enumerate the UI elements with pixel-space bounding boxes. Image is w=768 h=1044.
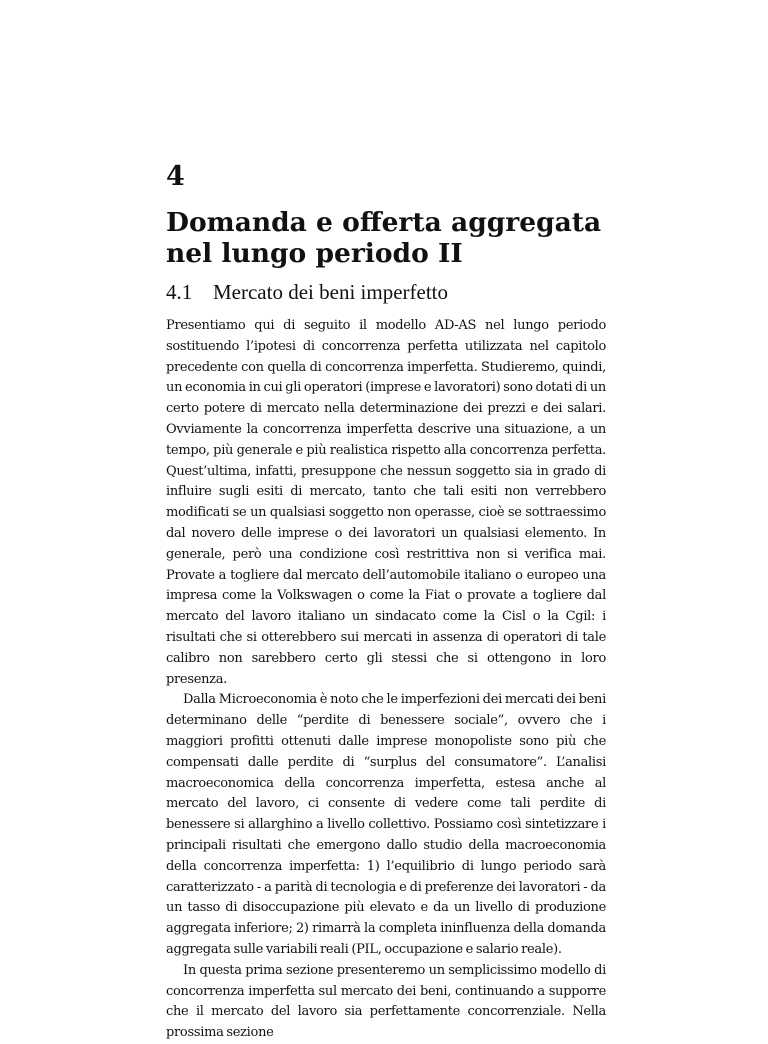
section-number: 4.1: [166, 280, 193, 304]
chapter-title: Domanda e offerta aggregata nel lungo periodo II: [166, 207, 602, 269]
section-heading: [166, 279, 448, 305]
section-title: Mercato dei beni imperfetto: [213, 280, 448, 304]
body-text: [166, 316, 606, 1044]
chapter-number: 4: [166, 161, 185, 192]
paragraph: Presentiamo qui di seguito il modello AD-AS nel lungo periodo sostituendo l’ipotesi di concorrenza perfetta utilizzata nel capitolo precedente con quella di concorrenza imperfetta. Studieremo, quindi, un economia in cui gli operatori (imprese e lavoratori) sono dotati di un certo potere di mercato nella determinazione dei prezzi e dei salari. Ovviamente la concorrenza imperfetta descrive una situazione, a un tempo, più generale e più realistica rispetto alla concorrenza perfetta. Quest’ultima, infatti, presuppone che nessun soggetto sia in grado di influire sugli esiti di mercato, tanto che tali esiti non verrebbero modificati se un qualsiasi soggetto non operasse, cioè se sottraessimo dal novero delle imprese o dei lavoratori un qualsiasi elemento. In generale, però una condizione così restrittiva non si verifica mai. Provate a togliere dal mercato dell’automobile italiano o europeo una impresa come la Volkswagen o come la Fiat o provate a togliere dal mercato del lavoro italiano un sindacato come la Cisl o la Cgil: i risultati che si otterebbero sui mercati in assenza di operatori di tale calibro non sarebbero certo gli stessi che si ottengono in loro presenza.: [166, 318, 606, 687]
paragraph: In questa prima sezione presenteremo un semplicissimo modello di concorrenza imperfetta sul mercato dei beni, continuando a supporre che il mercato del lavoro sia perfettamente concorrenziale. Nella prossima sezione: [166, 962, 606, 1041]
paragraph: Dalla Microeconomia è noto che le imperfezioni dei mercati dei beni determinano delle “perdite di benessere sociale”, ovvero che i maggiori profitti ottenuti dalle imprese monopoliste sono più che compensati dalle perdite di “surplus del consumatore”. L’analisi macroeconomica della concorrenza imperfetta, estesa anche al mercato del lavoro, ci consente di vedere come tali perdite di benessere si allarghino a livello collettivo. Possiamo così sintetizzare i principali risultati che emergono dallo studio della macroeconomia della concorrenza imperfetta: 1) l’equilibrio di lungo periodo sarà caratterizzato - a parità di tecnologia e di preferenze dei lavoratori - da un tasso di disoccupazione più elevato e da un livello di produzione aggregata inferiore; 2) rimarrà la completa ininfluenza della domanda aggregata sulle variabili reali (PIL, occupazione e salario reale).: [166, 692, 606, 957]
